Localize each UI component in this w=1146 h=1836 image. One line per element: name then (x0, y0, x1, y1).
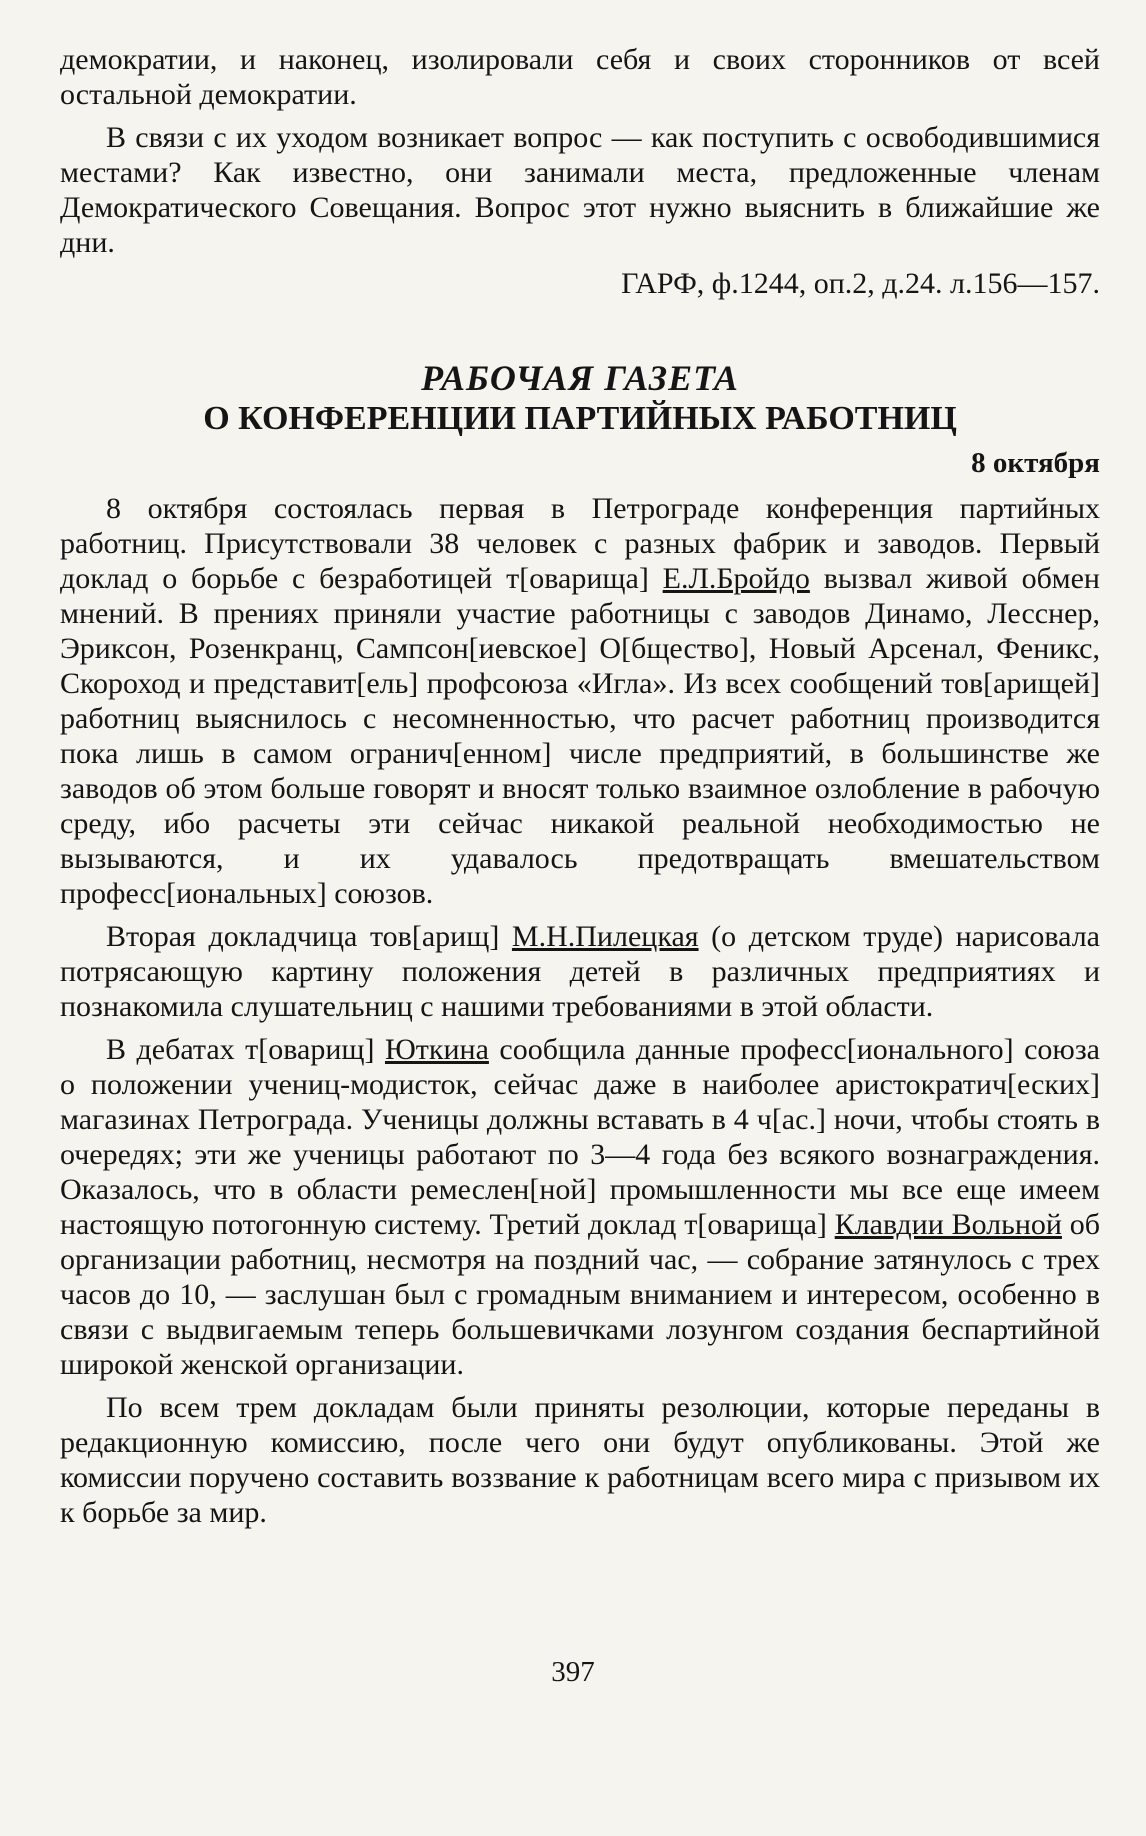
article-date: 8 октября (971, 447, 1100, 479)
page-number: 397 (551, 1656, 595, 1688)
text-run: (о детском труде) нарисовала потрясающую картину положения детей в различных предприятиях и познакомила слушательниц с нашими требованиями в этой области. (60, 920, 1100, 1023)
article-title: О КОНФЕРЕНЦИИ ПАРТИЙНЫХ РАБОТНИЦ (203, 400, 957, 437)
text-run: сообщила данные професс[ионального] союза о положении учениц-модисток, сейчас даже в наиболее аристократич[еских] магазинах Петрограда. Ученицы должны вставать в 4 ч[ас.] ночи, чтобы стоять в очередях; эти же ученицы работают по 3—4 года без всякого вознаграждения. Оказалось, что в области ремеслен[ной] промышленности мы все еще имеем настоящую потогонную систему. Третий доклад т[оварища] (60, 1033, 1101, 1241)
newspaper-title: РАБОЧАЯ ГАЗЕТА (421, 358, 739, 398)
text-run: В дебатах т[оварищ] (106, 1033, 385, 1066)
person-name: М.Н.Пилецкая (511, 920, 699, 953)
document-page (60, 42, 1100, 1530)
text-run: об организации работниц, несмотря на поздний час, — собрание затянулось с трех часов до 10, — заслушан был с громадным вниманием и интересом, особенно в связи с выдвигаемым теперь большевичками лозунгом создания беспартийной широкой женской организации. (60, 1208, 1101, 1381)
person-name: Клавдии Вольной (834, 1208, 1062, 1241)
archive-source-reference: ГАРФ, ф.1244, оп.2, д.24. л.156—157. (621, 267, 1100, 300)
article-paragraph-4: По всем трем докладам были приняты резолюции, которые переданы в редакционную комиссию, после чего они будут опубликованы. Этой же комиссии поручено составить воззвание к работницам всего мира с призывом их к борьбе за мир. (60, 1391, 1100, 1529)
person-name: Юткина (384, 1033, 489, 1066)
intro-paragraph-2: В связи с их уходом возникает вопрос — как поступить с освободившимися местами? Как известно, они занимали места, предложенные членам Демократического Совещания. Вопрос этот нужно выяснить в ближайшие же дни. (60, 121, 1100, 259)
article-paragraph-2 (60, 919, 1100, 1024)
article-heading (60, 357, 1100, 439)
article-paragraph-3 (60, 1032, 1100, 1382)
text-run: вызвал живой обмен мнений. В прениях приняли участие работницы с заводов Динамо, Лесснер, Эриксон, Розенкранц, Сампсон[иевское] О[бщество], Новый Арсенал, Феникс, Скороход и представит[ель] профсоюза «Игла». Из всех сообщений тов[арищей] работниц выяснилось с несомненностью, что расчет работниц производится пока лишь в самом огранич[енном] числе предприятий, в большинстве же заводов об этом больше говорят и вносят только взаимное озлобление в рабочую среду, ибо расчеты эти сейчас никакой реальной необходимостью не вызываются, и их удавалось предотвращать вмешательством професс[иональных] союзов. (60, 562, 1100, 910)
intro-paragraph-1: демократии, и наконец, изолировали себя и своих сторонников от всей остальной демократии. (60, 43, 1100, 111)
text-run: 8 октября состоялась первая в Петрограде конференция партийных работниц. Присутствовали 38 человек с разных фабрик и заводов. Первый доклад о борьбе с безработицей т[оварища] (60, 492, 1100, 595)
text-run: Вторая докладчица тов[арищ] (106, 920, 512, 953)
person-name: Е.Л.Бройдо (662, 562, 810, 595)
article-paragraph-1 (60, 491, 1100, 911)
